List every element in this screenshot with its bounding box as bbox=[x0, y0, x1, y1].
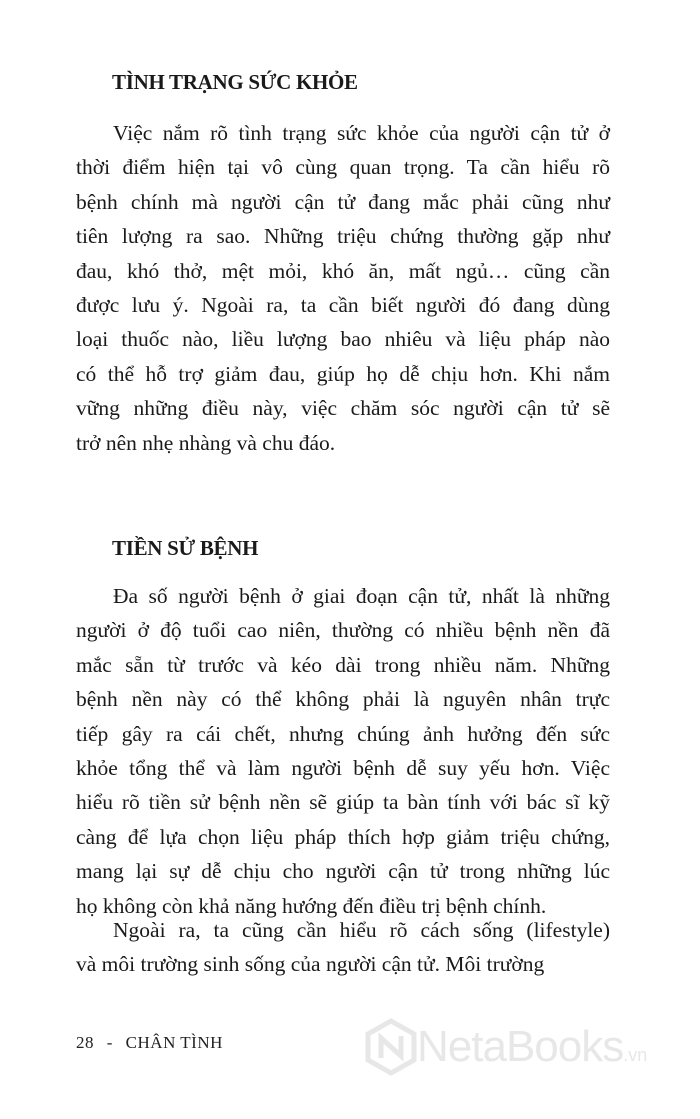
footer-separator: - bbox=[106, 1033, 113, 1052]
text-line: Ngoài ra, ta cũng cần hiểu rõ cách sống (lifestyle) bbox=[113, 918, 610, 942]
paragraph-health-status bbox=[76, 116, 610, 460]
text-line: và môi trường sinh sống của người cận tử. Môi trường bbox=[76, 952, 545, 977]
text-line: trở nên nhẹ nhàng và chu đáo. bbox=[76, 430, 336, 455]
text-line: Việc nắm rõ tình trạng sức khỏe của người cận tử ở bbox=[113, 121, 610, 145]
section-heading-health-status: TÌNH TRẠNG SỨC KHỎE bbox=[112, 70, 358, 94]
text-line: họ không còn khả năng hướng đến điều trị bệnh chính. bbox=[76, 893, 547, 918]
page-number: 28 bbox=[76, 1033, 94, 1052]
text-line: được lưu ý. Ngoài ra, ta cần biết người đó đang dùng bbox=[76, 292, 610, 317]
text-line: mang lại sự dễ chịu cho người cận tử trong những lúc bbox=[76, 859, 610, 884]
text-line: càng để lựa chọn liệu pháp thích hợp giảm triệu chứng, bbox=[76, 824, 610, 849]
text-line: tiên lượng ra sao. Những triệu chứng thường gặp như bbox=[76, 224, 610, 249]
text-line: Đa số người bệnh ở giai đoạn cận tử, nhất là những bbox=[113, 584, 610, 608]
text-line: vững những điều này, việc chăm sóc người cận tử sẽ bbox=[76, 396, 610, 421]
text-line: thời điểm hiện tại vô cùng quan trọng. Ta cần hiểu rõ bbox=[76, 155, 610, 180]
netabooks-watermark bbox=[365, 1018, 647, 1076]
text-line: người ở độ tuổi cao niên, thường có nhiều bệnh nền đã bbox=[76, 618, 610, 643]
watermark-brand: NetaBooks bbox=[417, 1022, 624, 1071]
text-line: bệnh nền này có thể không phải là nguyên nhân trực bbox=[76, 687, 610, 712]
section-heading-medical-history: TIỀN SỬ BỆNH bbox=[112, 536, 259, 560]
text-line: mắc sẵn từ trước và kéo dài trong nhiều năm. Những bbox=[76, 652, 610, 677]
text-line: khỏe tổng thể và làm người bệnh dễ suy yếu hơn. Việc bbox=[76, 755, 610, 780]
book-title: CHÂN TÌNH bbox=[125, 1033, 223, 1052]
text-line: tiếp gây ra cái chết, nhưng chúng ảnh hưởng đến sức bbox=[76, 721, 610, 746]
paragraph-medical-history bbox=[76, 579, 610, 923]
netabooks-logo-icon bbox=[365, 1018, 417, 1076]
page-footer bbox=[76, 1033, 223, 1053]
text-line: đau, khó thở, mệt mỏi, khó ăn, mất ngủ… cũng cần bbox=[76, 258, 610, 283]
text-line: hiểu rõ tiền sử bệnh nền sẽ giúp ta bàn tính với bác sĩ kỹ bbox=[76, 790, 610, 815]
text-line: loại thuốc nào, liều lượng bao nhiêu và liệu pháp nào bbox=[76, 327, 610, 352]
paragraph-lifestyle bbox=[76, 913, 610, 982]
text-line: có thể hỗ trợ giảm đau, giúp họ dễ chịu hơn. Khi nắm bbox=[76, 361, 610, 386]
watermark-suffix: .vn bbox=[623, 1045, 648, 1065]
text-line: bệnh chính mà người cận tử đang mắc phải cũng như bbox=[76, 189, 610, 214]
